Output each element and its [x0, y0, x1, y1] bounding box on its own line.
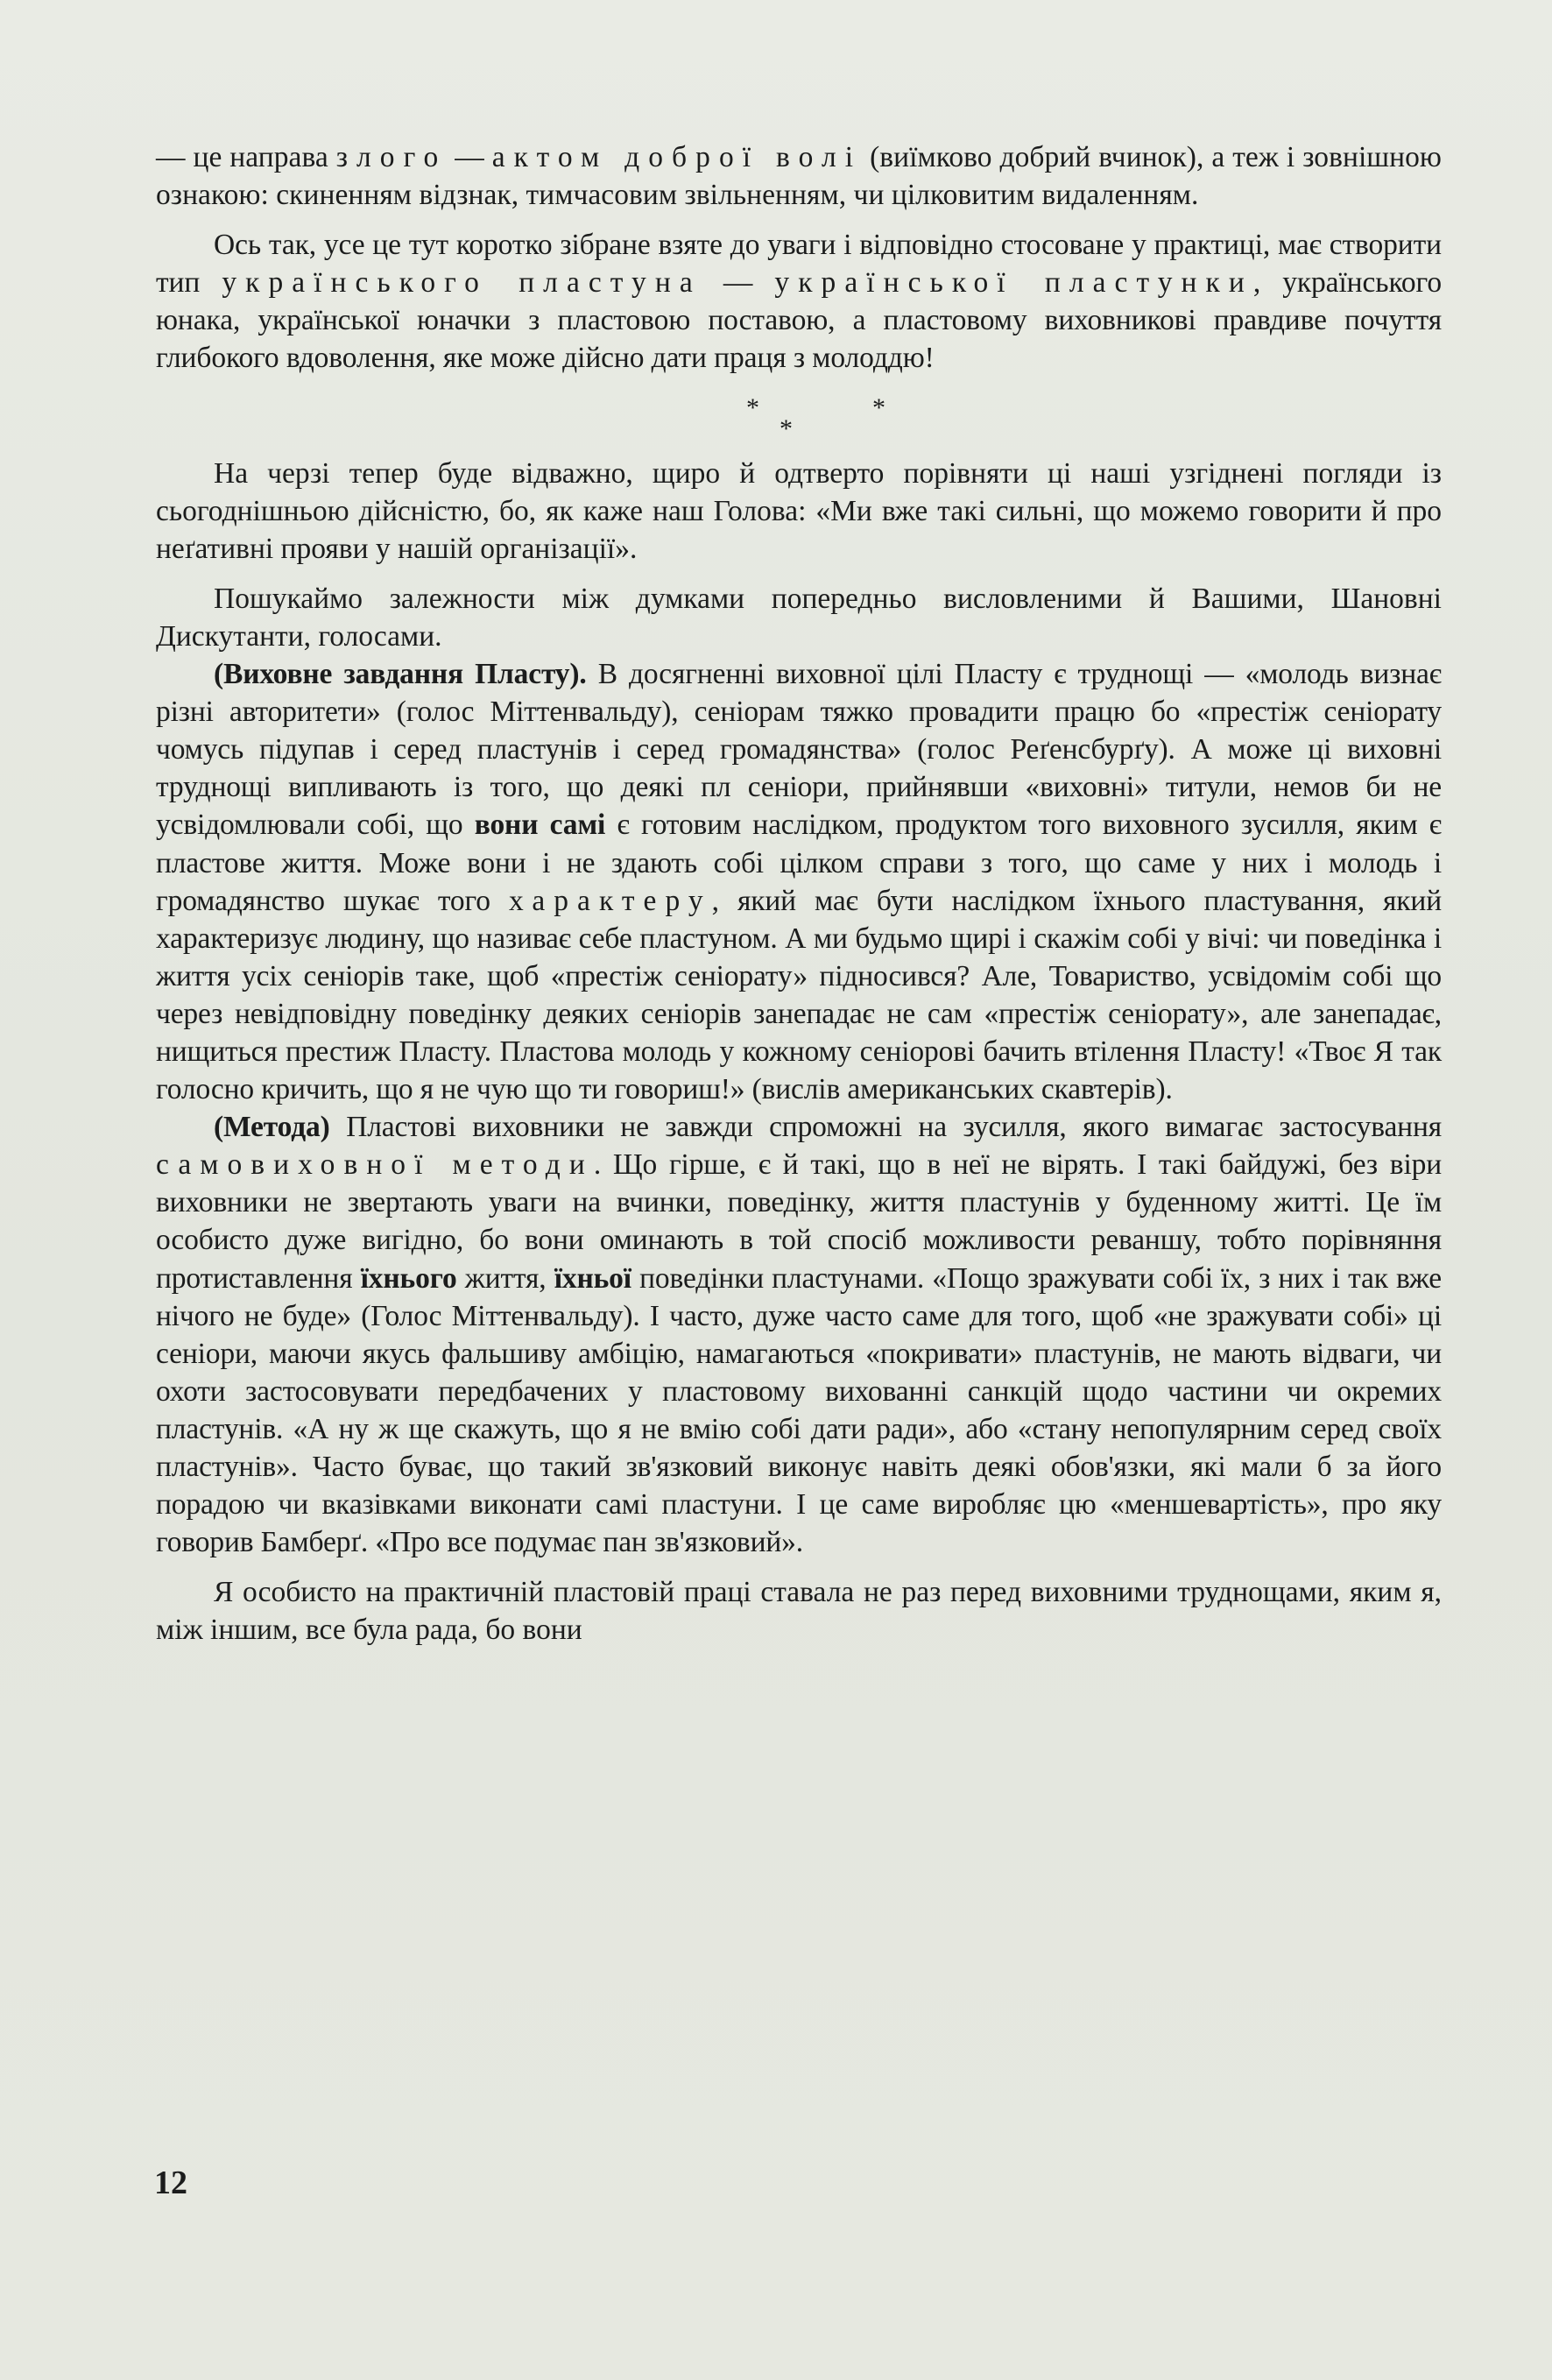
emphasis: вони самі — [474, 809, 606, 842]
emphasis: самовиховної методи — [156, 1148, 594, 1182]
paragraph-3-text: На черзі тепер буде відважно, щиро й одтверто порівняти ці наші узгіднені погляди із сьогоднішньою дійсністю, бо, як каже наш Голова: «Ми вже такі сильні, що можемо говорити й про неґативні прояви у нашій організації». — [156, 456, 1442, 565]
emphasis: злого — [335, 141, 448, 173]
paragraph-5 — [156, 655, 1442, 1108]
paragraph-2-text: Ось так, усе це тут коротко зібране взяте до уваги і відповідно стосоване у практиці, має створити тип українського пластуна — української пластунки, українського юнака, української юначки з пластовою поставою, а пластовому виховникові правдиве почуття глибокого вдоволення, яке може дійсно дати праця з молоддю! — [156, 229, 1443, 375]
paragraph-6 — [156, 1108, 1442, 1561]
section-separator — [156, 378, 1442, 474]
paragraph-4-text: Пошукаймо залежности між думками попередньо висловленими й Вашими, Шановні Дискутанти, голосами. — [156, 582, 1442, 653]
emphasis: української пластунки — [774, 266, 1253, 300]
emphasis: їхньої — [554, 1261, 631, 1295]
emphasis: їхнього — [360, 1261, 457, 1295]
emphasis: характеру — [508, 884, 712, 917]
emphasis: українського пластуна — [222, 266, 702, 300]
paragraph-7-text: Я особисто на практичній пластовій праці ставала не раз перед виховними труднощами, яким я, між іншим, все була рада, бо вони — [156, 1576, 1442, 1647]
paragraph-2 — [156, 226, 1442, 377]
text-column — [156, 138, 1442, 1649]
separator-star-right: * — [872, 392, 885, 422]
page-number: 12 — [154, 2165, 187, 2201]
paragraph-1 — [156, 138, 1442, 214]
paragraph-4 — [156, 580, 1442, 655]
separator-star-left: * — [746, 392, 759, 422]
paragraph-1-text: — це направа злого — актом доброї волі (виїмково добрий вчинок), а теж і зовнішною ознакою: скиненням відзнак, тимчасовим звільненням, чи цілковитим видаленням. — [156, 141, 1442, 212]
emphasis: актом доброї волі — [491, 141, 863, 173]
separator-star-center: * — [780, 413, 793, 443]
emphasis: (Метода) — [214, 1111, 330, 1144]
paragraph-5-text: (Виховне завдання Пласту). В досягненні виховної цілі Пласту є труднощі — «молодь визнає різні авторитети» (голос Міттенвальду), сеніорам тяжко провадити працю бо «престіж сеніорату чомусь підупав і серед пластунів і серед громадянства» (голос Реґенсбурґу). А може ці виховні труднощі випливають із того, що деякі пл сеніори, прийнявши «виховні» титули, немов би не усвідомлювали собі, що вони самі є готовим наслідком, продуктом того виховного зусилля, яким є пластове життя. Може вони і не здають собі цілком справи з того, що саме у них і молодь і громадянство шукає того характеру, який має бути наслідком їхнього пластування, який характеризує людину, що називає себе пластуном. А ми будьмо щирі і скажім собі у вічі: чи поведінка і життя усіх сеніорів таке, щоб «престіж сеніорату» підносився? Але, Товариство, усвідомім собі що через невідповідну поведінку деяких сеніорів занепадає не сам «престіж сеніорату», але занепадає, нищиться престиж Пласту. Пластова молодь у кожному сеніорові бачить втілення Пласту! «Твоє Я так голосно кричить, що я не чую що ти говориш!» (вислів американських скавтерів). — [156, 658, 1442, 1106]
paragraph-7 — [156, 1573, 1442, 1649]
emphasis: (Виховне завдання Пласту). — [214, 658, 587, 691]
paragraph-6-text: (Метода) Пластові виховники не завжди спроможні на зусилля, якого вимагає застосування самовиховної методи. Що гірше, є й такі, що в неї не вірять. І такі байдужі, без віри виховники не звертають уваги на вчинки, поведінку, життя пластунів у буденному житті. Це їм особисто дуже вигідно, бо вони оминають в той спосіб можливости реваншу, тобто порівняння протиставлення їхнього життя, їхньої поведінки пластунами. «Пощо зражувати собі їх, з них і так вже нічого не буде» (Голос Міттенвальду). І часто, дуже часто саме для того, щоб «не зражувати собі» ці сеніори, маючи якусь фальшиву амбіцію, намагаються «покривати» пластунів, не мають відваги, чи охоти застосовувати передбачених у пластовому вихованні санкцій щодо частини чи окремих пластунів. «А ну ж ще скажуть, що я не вмію собі дати ради», або «стану непопулярним серед своїх пластунів». Часто буває, що такий зв'язковий виконує навіть деякі обов'язки, які мали б за його порадою чи вказівками виконати самі пластуни. І це саме виробляє цю «меншевартість», про яку говорив Бамберґ. «Про все подумає пан зв'язковий». — [156, 1111, 1442, 1559]
